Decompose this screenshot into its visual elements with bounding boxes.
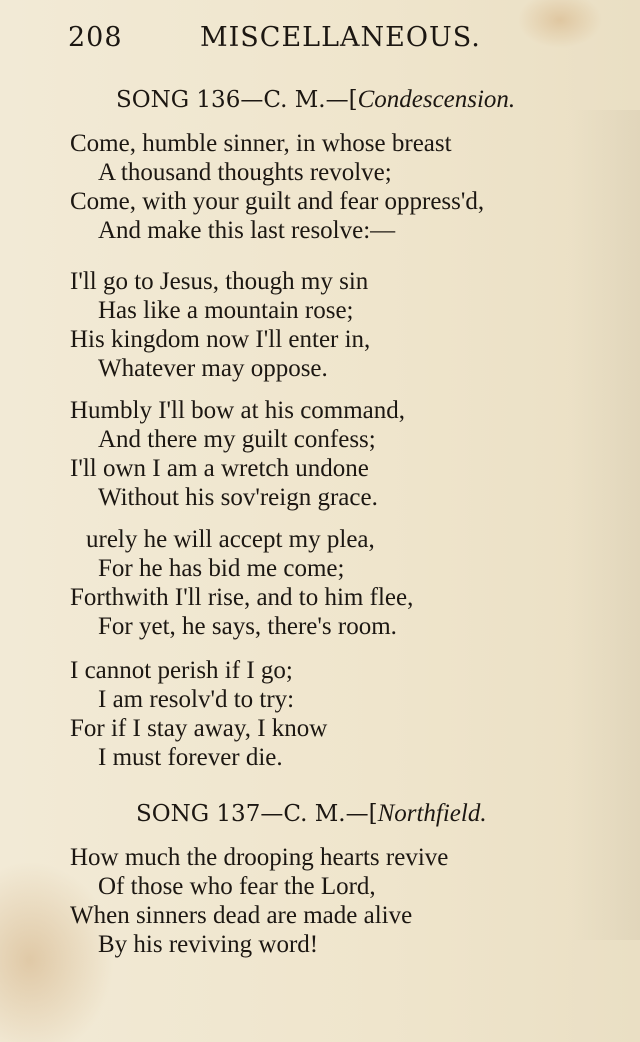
song-137-tune: Northfield. [377, 800, 487, 827]
verse-line: Come, with your guilt and fear oppress'd, [70, 188, 485, 215]
verse-line: When sinners dead are made alive [70, 902, 413, 929]
song-137-title [136, 800, 640, 828]
verse-line: urely he will accept my plea, [86, 526, 375, 553]
verse-line: A thousand thoughts revolve; [98, 159, 392, 186]
verse-line: I am resolv'd to try: [98, 686, 295, 713]
verse-line: For if I stay away, I know [70, 715, 328, 742]
verse-line: Come, humble sinner, in whose breast [70, 130, 452, 157]
verse-line: By his reviving word! [98, 931, 319, 958]
verse-line: For he has bid me come; [98, 555, 345, 582]
running-head: MISCELLANEOUS. [200, 22, 481, 53]
song-136-title [116, 86, 640, 114]
verse-line: Whatever may oppose. [98, 355, 328, 382]
verse-line: Without his sov'reign grace. [98, 484, 378, 511]
song-137-number: SONG 137—C. M.—[ [136, 801, 378, 827]
verse-line: I'll go to Jesus, though my sin [70, 268, 369, 295]
verse-line: I must forever die. [98, 744, 283, 771]
page-header [68, 22, 588, 58]
verse-line: How much the drooping hearts revive [70, 844, 449, 871]
verse-line: Humbly I'll bow at his command, [70, 397, 406, 424]
verse-line: Of those who fear the Lord, [98, 873, 376, 900]
song-136-number: SONG 136—C. M.—[ [116, 87, 358, 113]
verse-line: And there my guilt confess; [98, 426, 376, 453]
song-136-tune: Condescension. [357, 86, 516, 113]
page-number: 208 [68, 22, 123, 53]
verse-line: For yet, he says, there's room. [98, 613, 397, 640]
verse-line: Has like a mountain rose; [98, 297, 354, 324]
verse-line: I cannot perish if I go; [70, 657, 293, 684]
verse-line: Forthwith I'll rise, and to him flee, [70, 584, 414, 611]
verse-line: I'll own I am a wretch undone [70, 455, 369, 482]
verse-line: And make this last resolve:— [98, 217, 396, 244]
verse-line: His kingdom now I'll enter in, [70, 326, 371, 353]
